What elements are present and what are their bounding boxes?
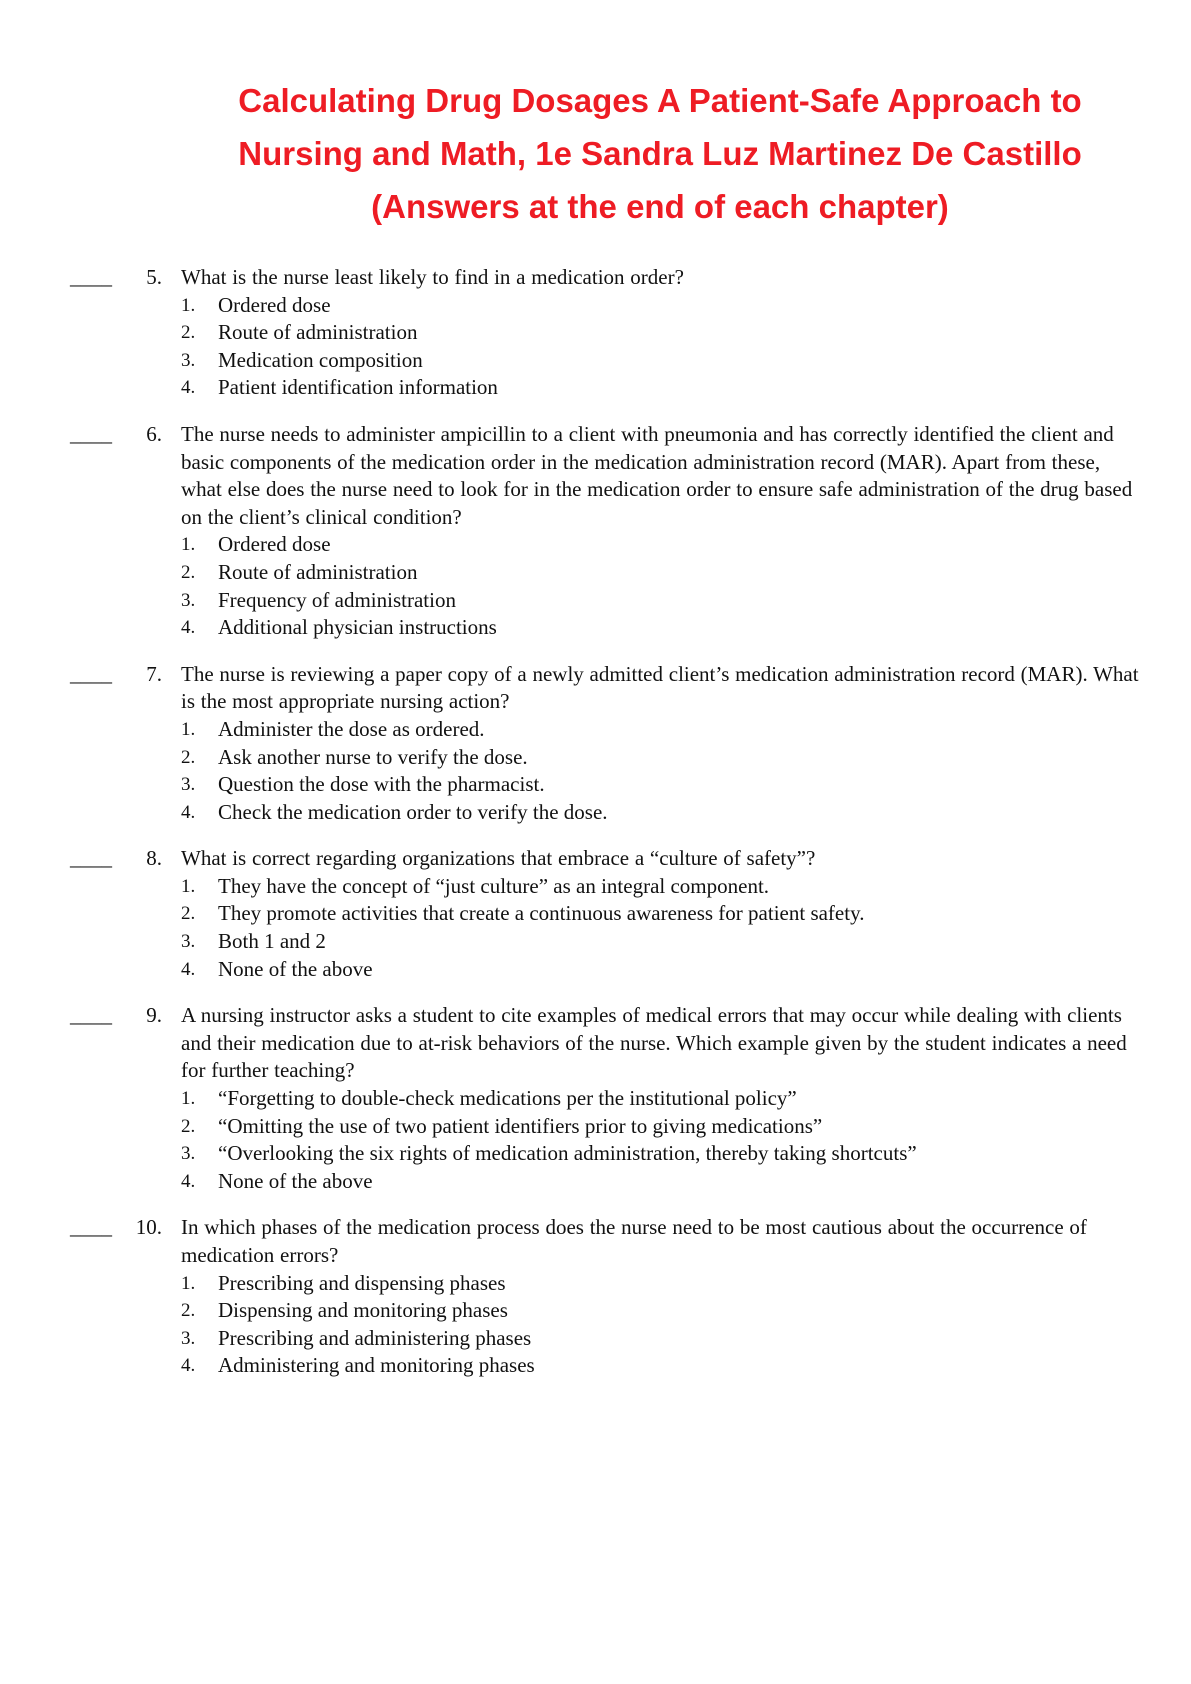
- option-number: 3.: [181, 774, 196, 796]
- option-number: 1.: [181, 1088, 196, 1110]
- option-text: Medication composition: [218, 347, 423, 372]
- title-line-2: Nursing and Math, 1e Sandra Luz Martinez De Castillo: [238, 135, 1082, 172]
- answer-option: [181, 873, 1191, 901]
- question-stem: In which phases of the medication process does the nurse need to be most cautious about the occurrence of medication errors?: [181, 1215, 1087, 1267]
- question-item: [0, 421, 1191, 642]
- option-text: Prescribing and dispensing phases: [218, 1270, 506, 1295]
- option-number: 2.: [181, 1300, 196, 1322]
- option-number: 3.: [181, 931, 196, 953]
- option-text: Route of administration: [218, 320, 418, 345]
- answer-options: [181, 873, 1191, 983]
- answer-option: [181, 614, 1191, 642]
- answer-blank: ____: [70, 1215, 112, 1240]
- option-number: 4.: [181, 617, 196, 639]
- option-number: 4.: [181, 1170, 196, 1192]
- option-number: 3.: [181, 589, 196, 611]
- answer-blank: ____: [70, 661, 112, 686]
- option-number: 2.: [181, 322, 196, 344]
- option-text: Administering and monitoring phases: [218, 1353, 535, 1378]
- answer-option: [181, 374, 1191, 402]
- answer-option: [181, 1085, 1191, 1113]
- answer-blank: ____: [70, 421, 112, 446]
- option-text: Additional physician instructions: [218, 615, 497, 640]
- document-title: [200, 74, 1120, 233]
- option-number: 1.: [181, 534, 196, 556]
- answer-option: [181, 716, 1191, 744]
- answer-option: [181, 1270, 1191, 1298]
- option-number: 2.: [181, 561, 196, 583]
- answer-options: [181, 531, 1191, 641]
- option-number: 1.: [181, 1272, 196, 1294]
- answer-option: [181, 928, 1191, 956]
- option-number: 3.: [181, 1143, 196, 1165]
- question-number: 8.: [146, 846, 162, 871]
- option-text: “Omitting the use of two patient identifiers prior to giving medications”: [218, 1113, 823, 1138]
- option-number: 1.: [181, 294, 196, 316]
- answer-option: [181, 1168, 1191, 1196]
- question-stem: What is the nurse least likely to find in a medication order?: [181, 265, 684, 289]
- question-number: 10.: [135, 1215, 162, 1240]
- answer-blank: ____: [70, 265, 112, 289]
- question-stem: What is correct regarding organizations that embrace a “culture of safety”?: [181, 846, 816, 871]
- answer-option: [181, 319, 1191, 347]
- option-text: Route of administration: [218, 559, 418, 584]
- question-stem: A nursing instructor asks a student to cite examples of medical errors that may occur while dealing with clients and their medication due to at-risk behaviors of the nurse. Which example given by the student indicates a need for further teaching?: [181, 1003, 1127, 1083]
- question-item: [0, 661, 1191, 827]
- answer-option: [181, 799, 1191, 827]
- question-number: 9.: [146, 1003, 162, 1028]
- option-text: Check the medication order to verify the dose.: [218, 799, 608, 824]
- question-item: [0, 845, 1191, 983]
- option-number: 2.: [181, 903, 196, 925]
- option-text: Ask another nurse to verify the dose.: [218, 744, 528, 769]
- answer-options: [181, 716, 1191, 826]
- question-item: [0, 1214, 1191, 1380]
- answer-option: [181, 531, 1191, 559]
- answer-option: [181, 559, 1191, 587]
- option-number: 1.: [181, 875, 196, 897]
- option-text: “Forgetting to double-check medications per the institutional policy”: [218, 1086, 797, 1111]
- option-number: 4.: [181, 1355, 196, 1377]
- question-item: [0, 264, 1191, 402]
- option-text: None of the above: [218, 1168, 373, 1193]
- answer-option: [181, 587, 1191, 615]
- answer-options: [181, 1270, 1191, 1380]
- answer-option: [181, 771, 1191, 799]
- answer-option: [181, 956, 1191, 984]
- option-text: None of the above: [218, 956, 373, 981]
- option-text: Prescribing and administering phases: [218, 1325, 532, 1350]
- question-number: 5.: [146, 265, 162, 289]
- question-stem: The nurse is reviewing a paper copy of a newly admitted client’s medication administration record (MAR). What is the most appropriate nursing action?: [181, 661, 1139, 714]
- question-list: [0, 264, 1191, 1399]
- option-number: 2.: [181, 746, 196, 768]
- answer-option: [181, 1352, 1191, 1380]
- option-text: Administer the dose as ordered.: [218, 716, 485, 741]
- option-text: Frequency of administration: [218, 587, 456, 612]
- title-line-1: Calculating Drug Dosages A Patient-Safe Approach to: [238, 82, 1082, 119]
- option-text: “Overlooking the six rights of medication administration, thereby taking shortcuts”: [218, 1141, 917, 1166]
- option-text: They promote activities that create a continuous awareness for patient safety.: [218, 901, 865, 926]
- option-number: 4.: [181, 801, 196, 823]
- title-line-3: (Answers at the end of each chapter): [371, 188, 949, 225]
- question-stem: The nurse needs to administer ampicillin to a client with pneumonia and has correctly identified the client and basic components of the medication order in the medication administration record (MAR). Apart from these, what else does the nurse need to look for in the medication order to ensure safe administration of the drug based on the client’s clinical condition?: [181, 421, 1133, 529]
- answer-option: [181, 1325, 1191, 1353]
- option-text: Patient identification information: [218, 375, 498, 400]
- option-text: They have the concept of “just culture” as an integral component.: [218, 873, 770, 898]
- option-text: Question the dose with the pharmacist.: [218, 772, 545, 797]
- option-text: Both 1 and 2: [218, 929, 326, 954]
- option-text: Ordered dose: [218, 532, 331, 557]
- answer-option: [181, 347, 1191, 375]
- question-number: 7.: [146, 661, 162, 686]
- option-number: 4.: [181, 377, 196, 399]
- option-number: 3.: [181, 1327, 196, 1349]
- answer-option: [181, 1140, 1191, 1168]
- question-item: [0, 1002, 1191, 1195]
- answer-options: [181, 292, 1191, 402]
- option-number: 4.: [181, 958, 196, 980]
- answer-option: [181, 1297, 1191, 1325]
- answer-blank: ____: [70, 846, 112, 871]
- answer-blank: ____: [70, 1003, 112, 1028]
- answer-option: [181, 900, 1191, 928]
- option-number: 1.: [181, 718, 196, 740]
- answer-option: [181, 292, 1191, 320]
- option-number: 2.: [181, 1115, 196, 1137]
- option-text: Dispensing and monitoring phases: [218, 1298, 508, 1323]
- answer-option: [181, 1113, 1191, 1141]
- option-number: 3.: [181, 349, 196, 371]
- question-number: 6.: [146, 421, 162, 446]
- option-text: Ordered dose: [218, 292, 331, 317]
- answer-option: [181, 744, 1191, 772]
- answer-options: [181, 1085, 1191, 1195]
